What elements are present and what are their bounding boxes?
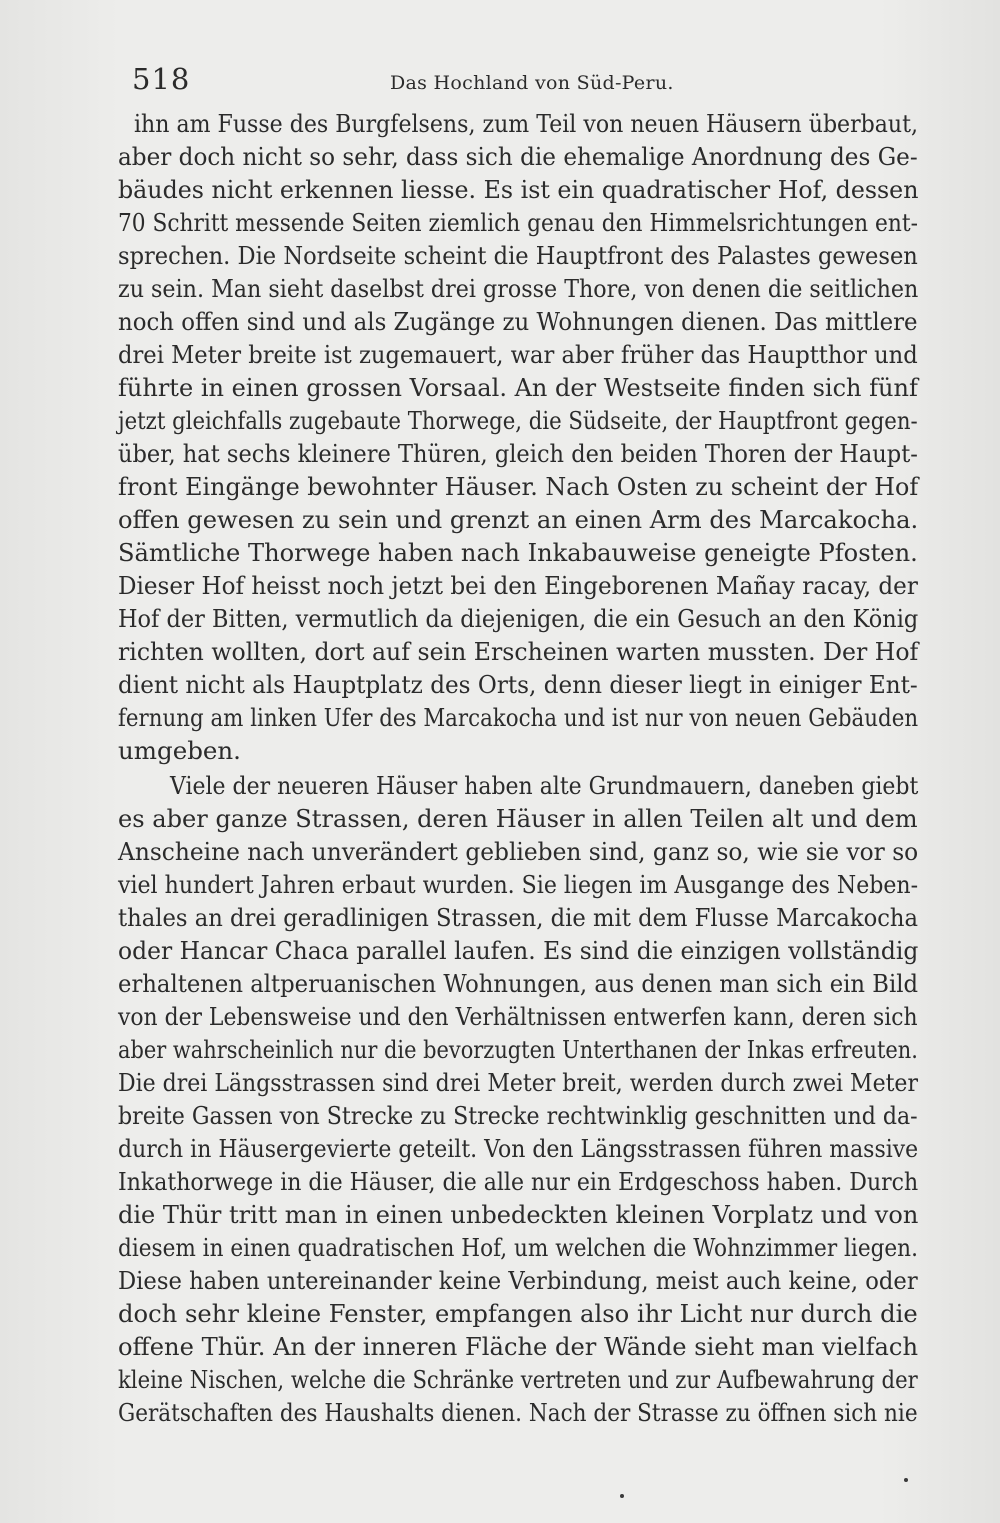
text-line: umgeben. <box>118 736 241 765</box>
text-line: breite Gassen von Strecke zu Strecke rechtwinklig geschnitten und da- <box>118 1101 918 1130</box>
text-line: front Eingänge bewohnter Häuser. Nach Osten zu scheint der Hof <box>118 472 919 501</box>
text-line: viel hundert Jahren erbaut wurden. Sie liegen im Ausgange des Neben- <box>118 870 919 899</box>
page-number: 518 <box>132 62 191 96</box>
text-line: fernung am linken Ufer des Marcakocha und ist nur von neuen Gebäuden <box>118 703 919 732</box>
text-line: offen gewesen zu sein und grenzt an einen Arm des Marcakocha. <box>118 505 919 534</box>
text-line: erhaltenen altperuanischen Wohnungen, aus denen man sich ein Bild <box>118 969 919 998</box>
text-line: durch in Häusergevierte geteilt. Von den Längsstrassen führen massive <box>118 1134 919 1163</box>
text-line: noch offen sind und als Zugänge zu Wohnungen dienen. Das mittlere <box>118 307 918 336</box>
text-line: thales an drei geradlinigen Strassen, die mit dem Flusse Marcakocha <box>118 903 919 932</box>
text-line: kleine Nischen, welche die Schränke vertreten und zur Aufbewahrung der <box>118 1365 918 1394</box>
text-line: oder Hancar Chaca parallel laufen. Es sind die einzigen vollständig <box>118 936 919 965</box>
text-line: diesem in einen quadratischen Hof, um welchen die Wohnzimmer liegen. <box>118 1233 918 1262</box>
text-line: von der Lebensweise und den Verhältnissen entwerfen kann, deren sich <box>118 1002 918 1031</box>
text-line: bäudes nicht erkennen liesse. Es ist ein quadratischer Hof, dessen <box>118 175 919 204</box>
text-line: es aber ganze Strassen, deren Häuser in allen Teilen alt und dem <box>118 804 918 833</box>
text-line: jetzt gleichfalls zugebaute Thorwege, die Südseite, der Hauptfront gegen- <box>118 406 918 435</box>
text-line: über, hat sechs kleinere Thüren, gleich den beiden Thoren der Haupt- <box>118 439 918 468</box>
text-line: Hof der Bitten, vermutlich da diejenigen, die ein Gesuch an den König <box>118 604 919 633</box>
text-line: drei Meter breite ist zugemauert, war aber früher das Hauptthor und <box>118 340 918 369</box>
text-line: doch sehr kleine Fenster, empfangen also ihr Licht nur durch die <box>118 1299 918 1328</box>
text-line: die Thür tritt man in einen unbedeckten kleinen Vorplatz und von <box>118 1200 919 1229</box>
text-line: zu sein. Man sieht daselbst drei grosse Thore, von denen die seitlichen <box>118 274 919 303</box>
text-line: Diese haben untereinander keine Verbindung, meist auch keine, oder <box>118 1266 918 1295</box>
text-line: aber doch nicht so sehr, dass sich die ehemalige Anordnung des Ge- <box>118 142 918 171</box>
text-line: Anscheine nach unverändert geblieben sind, ganz so, wie sie vor so <box>118 837 919 866</box>
text-line: Viele der neueren Häuser haben alte Grundmauern, daneben giebt <box>170 771 919 800</box>
page-header <box>132 62 674 102</box>
text-line: aber wahrscheinlich nur die bevorzugten Unterthanen der Inkas erfreuten. <box>118 1035 918 1064</box>
text-line: Sämtliche Thorwege haben nach Inkabauweise geneigte Pfosten. <box>118 538 918 567</box>
speck-mark <box>904 1478 908 1482</box>
text-line: führte in einen grossen Vorsaal. An der Westseite finden sich fünf <box>118 373 918 402</box>
text-line: Die drei Längsstrassen sind drei Meter breit, werden durch zwei Meter <box>118 1068 918 1097</box>
text-line: sprechen. Die Nordseite scheint die Hauptfront des Palastes gewesen <box>118 241 918 270</box>
text-line: Dieser Hof heisst noch jetzt bei den Eingeborenen Mañay racay, der <box>118 571 918 600</box>
text-line: 70 Schritt messende Seiten ziemlich genau den Himmelsrichtungen ent- <box>118 208 918 237</box>
running-title: Das Hochland von Süd-Peru. <box>390 72 674 94</box>
speck-mark <box>620 1494 624 1498</box>
text-line: ihn am Fusse des Burgfelsens, zum Teil von neuen Häusern überbaut, <box>134 109 919 138</box>
text-line: dient nicht als Hauptplatz des Orts, denn dieser liegt in einiger Ent- <box>118 670 918 699</box>
text-line: richten wollten, dort auf sein Erscheinen warten mussten. Der Hof <box>118 637 919 666</box>
text-line: Inkathorwege in die Häuser, die alle nur ein Erdgeschoss haben. Durch <box>118 1167 919 1196</box>
text-line: offene Thür. An der inneren Fläche der Wände sieht man vielfach <box>118 1332 919 1361</box>
text-line: Gerätschaften des Haushalts dienen. Nach der Strasse zu öffnen sich nie <box>118 1398 918 1427</box>
